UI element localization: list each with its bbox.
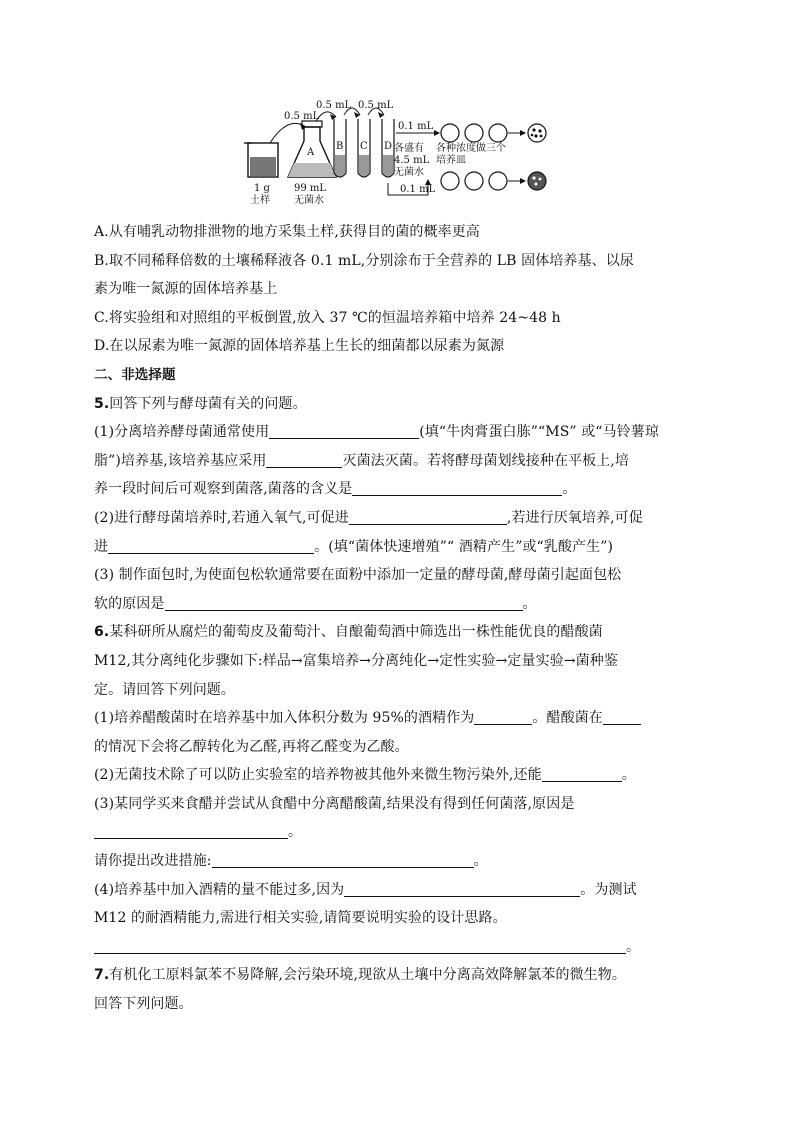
- q5-part2-line2: [94, 533, 704, 562]
- q5-part3-line2: [94, 590, 704, 619]
- label-soil: 土样: [250, 195, 270, 206]
- label-water: 无菌水: [294, 195, 324, 206]
- label-v3: 0.5 mL: [358, 100, 394, 111]
- answer-blank[interactable]: [474, 707, 532, 725]
- q5-part1-line3: [94, 475, 704, 504]
- text: 。醋酸菌在: [532, 710, 603, 727]
- q5-stem: [94, 390, 704, 419]
- answer-blank[interactable]: [266, 450, 342, 468]
- text: 灭菌法灭菌。若将酵母菌划线接种在平板上,培: [342, 452, 630, 469]
- q6-part4-line2: M12 的耐酒精能力,需进行相关实验,请简要说明实验的设计思路。: [94, 910, 507, 927]
- label-v4: 0.1 mL: [398, 121, 434, 132]
- question-content: [94, 218, 704, 1019]
- option-c: C.将实验组和对照组的平板倒置,放入 37 ℃的恒温培养箱中培养 24~48 h: [94, 309, 561, 326]
- dilution-diagram: [240, 97, 560, 207]
- option-a: A.从有哺乳动物排泄物的地方采集土样,获得目的菌的概率更高: [94, 224, 480, 240]
- option-b-line2: 素为唯一氮源的固体培养基上: [94, 281, 278, 298]
- answer-blank[interactable]: [269, 421, 419, 439]
- label-v1: 0.5 mL: [284, 111, 320, 122]
- text: 。: [562, 481, 577, 498]
- q5-part2-line1: [94, 504, 704, 533]
- answer-blank[interactable]: [603, 707, 641, 725]
- label-tube-c: C: [360, 141, 368, 152]
- option-b-line1: B.取不同稀释倍数的土壤稀释液各 0.1 mL,分别涂布于全营养的 LB 固体培养基、以尿: [94, 252, 634, 269]
- answer-blank[interactable]: [108, 536, 314, 554]
- text: (2)无菌技术除了可以防止实验室的培养物被其他外来微生物污染外,还能: [94, 767, 542, 784]
- answer-blank[interactable]: [542, 764, 622, 782]
- q6-part3-line1: (3)某同学买来食醋并尝试从食醋中分离醋酸菌,结果没有得到任何菌落,原因是: [94, 795, 575, 812]
- label-flask: A: [307, 147, 315, 158]
- q5-part1-line1: [94, 418, 704, 447]
- text: (4)培养基中加入酒精的量不能过多,因为: [94, 881, 345, 898]
- answer-blank[interactable]: [94, 936, 626, 954]
- text: 请你提出改进措施:: [94, 853, 212, 870]
- text: 软的原因是: [94, 595, 165, 612]
- q7-number: 7.: [94, 967, 110, 984]
- label-soil-amount: 1 g: [254, 183, 270, 194]
- q5-stem-text: 回答下列与酵母菌有关的问题。: [109, 395, 307, 412]
- text: 。: [473, 853, 488, 870]
- q6-part3-line2: [94, 818, 704, 847]
- answer-blank[interactable]: [349, 507, 507, 525]
- q6-part4-line3: [94, 933, 704, 962]
- text: 。: [621, 767, 636, 784]
- q6-stem-line2: M12,其分离纯化步骤如下:样品→富集培养→分离纯化→定性实验→定量实验→菌种鉴: [94, 652, 618, 669]
- label-each: 各盛有: [394, 143, 424, 154]
- label-v5: 0.1 mL: [400, 184, 436, 195]
- text: (1)培养醋酸菌时在培养基中加入体积分数为 95%的酒精作为: [94, 710, 475, 727]
- q6-part3-line3: [94, 847, 704, 876]
- text: 。为测试: [580, 881, 637, 898]
- text: 。(填“菌体快速增殖”“ 酒精产生”或“乳酸产生”): [314, 538, 614, 555]
- q6-stem-line1: [94, 618, 704, 647]
- label-tube-d: D: [384, 141, 393, 152]
- answer-blank[interactable]: [165, 593, 523, 611]
- text: 养一段时间后可观察到菌落,菌落的含义是: [94, 481, 353, 498]
- label-tube-b: B: [336, 141, 344, 152]
- q5-part3-line1: (3) 制作面包时,为使面包松软通常要在面粉中添加一定量的酵母菌,酵母菌引起面包松: [94, 567, 622, 584]
- label-each-water: 无菌水: [394, 167, 424, 178]
- answer-blank[interactable]: [94, 821, 288, 839]
- q5-part1-line2: [94, 447, 704, 476]
- plates-top-row: [441, 124, 546, 142]
- text: (1)分离培养酵母菌通常使用: [94, 424, 270, 441]
- q6-part4-line1: [94, 876, 704, 905]
- q6-stem-line3: 定。请回答下列问题。: [94, 681, 235, 698]
- label-plates-2: 培养皿: [436, 155, 466, 166]
- label-plates-1: 各种浓度做三个: [436, 143, 506, 154]
- plates-bottom-row: [441, 172, 546, 190]
- answer-blank[interactable]: [344, 879, 580, 897]
- q6-part1-line1: [94, 704, 704, 733]
- text: 脂”)培养基,该培养基应采用: [94, 452, 267, 469]
- text: (填“牛肉膏蛋白胨”“MS” 或“马铃薯琼: [419, 424, 659, 441]
- text: 。: [288, 824, 303, 841]
- text: 某科研所从腐烂的葡萄皮及葡萄汁、自酿葡萄酒中筛选出一株性能优良的醋酸菌: [109, 624, 603, 641]
- text: 进: [94, 538, 109, 555]
- q6-number: 6.: [94, 624, 110, 641]
- label-water-volume: 99 mL: [294, 183, 327, 194]
- q6-part2: [94, 761, 704, 790]
- q5-number: 5.: [94, 395, 110, 412]
- section-heading: 二、非选择题: [94, 366, 176, 383]
- option-d: D.在以尿素为唯一氮源的固体培养基上生长的细菌都以尿素为氮源: [94, 338, 505, 355]
- q6-part1-line2: 的情况下会将乙醇转化为乙醛,再将乙醛变为乙酸。: [94, 738, 409, 755]
- text: 有机化工原料氯苯不易降解,会污染环境,现欲从土壤中分离高效降解氯苯的微生物。: [109, 967, 626, 984]
- text: 。: [626, 938, 641, 955]
- answer-blank[interactable]: [212, 850, 474, 868]
- dilution-diagram-svg: [240, 97, 560, 207]
- text: (2)进行酵母菌培养时,若通入氧气,可促进: [94, 509, 349, 526]
- q7-stem-line2: 回答下列问题。: [94, 996, 193, 1013]
- q7-stem-line1: [94, 961, 704, 990]
- label-v2: 0.5 mL: [316, 100, 352, 111]
- text: 。: [522, 595, 537, 612]
- soil-beaker: [244, 143, 278, 177]
- answer-blank[interactable]: [352, 478, 562, 496]
- text: ,若进行厌氧培养,可促: [506, 509, 643, 526]
- label-each-volume: 4.5 mL: [394, 155, 430, 166]
